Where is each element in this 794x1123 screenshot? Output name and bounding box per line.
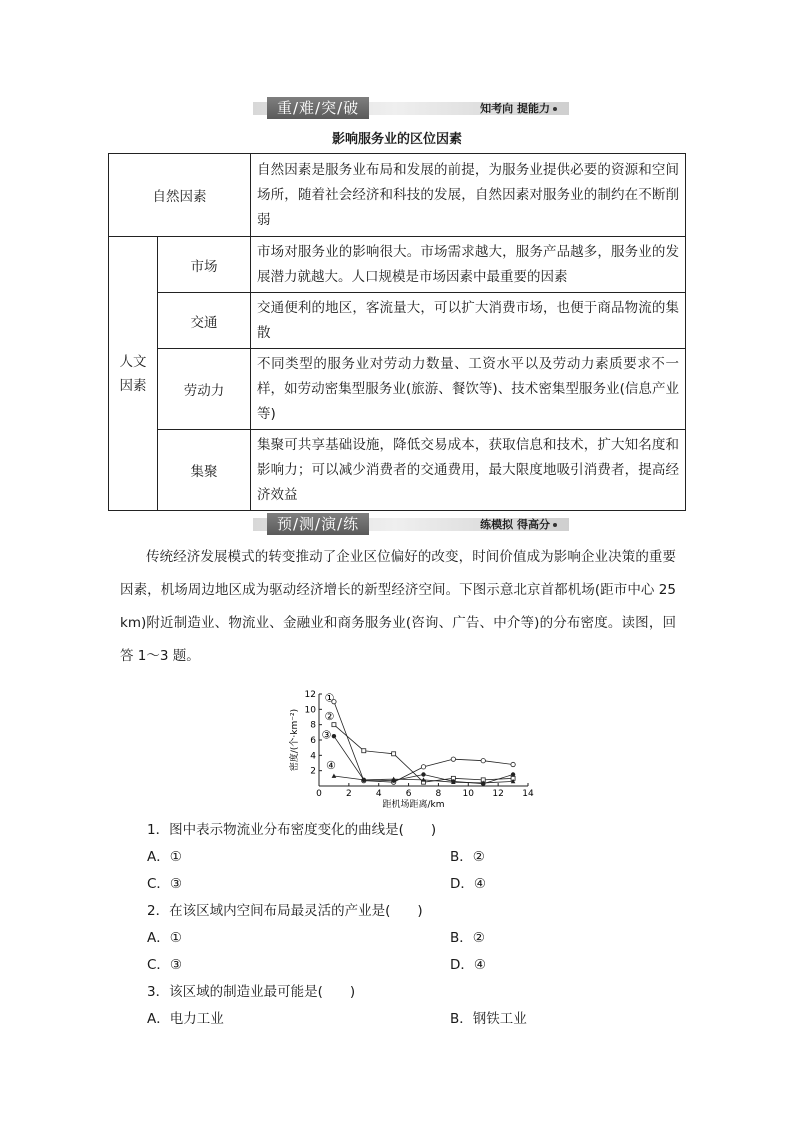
question-2-option-d[interactable]: D．④ — [450, 957, 486, 973]
data-point — [362, 749, 366, 753]
x-tick-label: 6 — [405, 789, 412, 799]
row-text: 集聚可共享基础设施，降低交易成本，获取信息和技术，扩大知名度和影响力；可以减少消费者的交通费用，最大限度地吸引消费者，提高经济效益 — [251, 430, 686, 511]
question-1-option-d[interactable]: D．④ — [450, 876, 486, 892]
question-1-stem: 1．图中表示物流业分布密度变化的曲线是( ) — [147, 822, 437, 838]
question-1-option-c[interactable]: C．③ — [147, 876, 183, 892]
curve-label-4: ④ — [326, 759, 336, 773]
curve-label-2: ② — [324, 710, 335, 724]
data-point — [511, 772, 515, 776]
table-row — [109, 154, 686, 237]
x-tick-label: 4 — [375, 789, 382, 799]
table-row — [109, 349, 686, 430]
dot-icon — [553, 107, 557, 111]
y-tick-label: 12 — [304, 690, 316, 700]
data-point — [511, 762, 515, 766]
density-line-chart — [280, 683, 540, 808]
series-line — [334, 702, 513, 783]
table-row — [109, 430, 686, 511]
table-row — [109, 293, 686, 349]
data-point — [481, 759, 485, 763]
row-label: 集聚 — [158, 430, 251, 511]
row-label: 市场 — [158, 237, 251, 293]
question-2-option-a[interactable]: A．① — [147, 930, 182, 946]
x-axis-label: 距机场距离/km — [382, 800, 445, 808]
y-tick-label: 4 — [310, 751, 316, 762]
series-1 — [332, 699, 516, 784]
intro-paragraph: 传统经济发展模式的转变推动了企业区位偏好的改变，时间价值成为影响企业决策的重要因素，机场周边地区成为驱动经济增长的新型经济空间。下图示意北京首都机场(距市中心 25 km)附近制造业、物流业、金融业和商务服务业(咨询、广告、中介等)的分布密度。读图，回答 1～3 题。 — [120, 549, 676, 664]
natural-factor-label: 自然因素 — [109, 154, 251, 237]
section-banner-practice — [253, 513, 569, 535]
table-caption: 影响服务业的区位因素 — [331, 132, 462, 147]
data-point — [421, 765, 425, 769]
y-tick-label: 8 — [310, 720, 316, 731]
data-point — [332, 723, 336, 727]
data-point — [451, 757, 455, 761]
y-axis-label: 密度/(个·km⁻²) — [290, 708, 300, 772]
question-1-option-b[interactable]: B．② — [450, 849, 485, 865]
banner-subtitle: 知考向 提能力 — [480, 102, 557, 115]
row-text: 交通便利的地区，客流量大，可以扩大消费市场，也便于商品物流的集散 — [251, 293, 686, 349]
natural-factor-text: 自然因素是服务业布局和发展的前提，为服务业提供必要的资源和空间场所，随着社会经济和科技的发展，自然因素对服务业的制约在不断削弱 — [251, 154, 686, 237]
curve-label-3: ③ — [321, 728, 332, 742]
curve-label-1: ① — [324, 691, 335, 705]
question-3-option-a[interactable]: A．电力工业 — [147, 1011, 224, 1027]
x-tick-label: 8 — [435, 789, 442, 799]
banner-title: 重/难/突/破 — [267, 97, 369, 119]
row-text: 市场对服务业的影响很大。市场需求越大，服务产品越多，服务业的发展潜力就越大。人口规模是市场因素中最重要的因素 — [251, 237, 686, 293]
question-1-option-a[interactable]: A．① — [147, 849, 182, 865]
data-point — [332, 734, 336, 738]
data-point — [332, 774, 337, 778]
x-tick-label: 0 — [316, 789, 322, 799]
question-2-option-c[interactable]: C．③ — [147, 957, 183, 973]
y-tick-label: 6 — [310, 736, 316, 746]
question-3-stem: 3．该区域的制造业最可能是( ) — [147, 984, 356, 1000]
row-label: 交通 — [158, 293, 251, 349]
data-point — [421, 772, 425, 776]
banner-title: 预/测/演/练 — [267, 513, 369, 535]
y-tick-label: 10 — [304, 705, 316, 716]
dot-icon — [553, 523, 557, 527]
question-3-option-b[interactable]: B．钢铁工业 — [450, 1011, 527, 1027]
x-tick-label: 2 — [345, 789, 352, 799]
question-2-stem: 2．在该区域内空间布局最灵活的产业是( ) — [147, 903, 423, 919]
data-point — [392, 752, 396, 756]
human-factor-label: 人文 因素 — [109, 237, 158, 511]
factor-table — [108, 153, 686, 511]
row-label: 劳动力 — [158, 349, 251, 430]
row-text: 不同类型的服务业对劳动力数量、工资水平以及劳动力素质要求不一样，如劳动密集型服务业(旅游、餐饮等)、技术密集型服务业(信息产业等) — [251, 349, 686, 430]
banner-subtitle: 练模拟 得高分 — [480, 518, 557, 531]
table-row — [109, 237, 686, 293]
section-banner-key-points — [253, 97, 569, 119]
x-tick-label: 12 — [492, 789, 504, 799]
x-tick-label: 10 — [462, 789, 475, 799]
question-2-option-b[interactable]: B．② — [450, 930, 485, 946]
y-tick-label: 2 — [310, 766, 316, 777]
x-tick-label: 14 — [522, 789, 534, 799]
